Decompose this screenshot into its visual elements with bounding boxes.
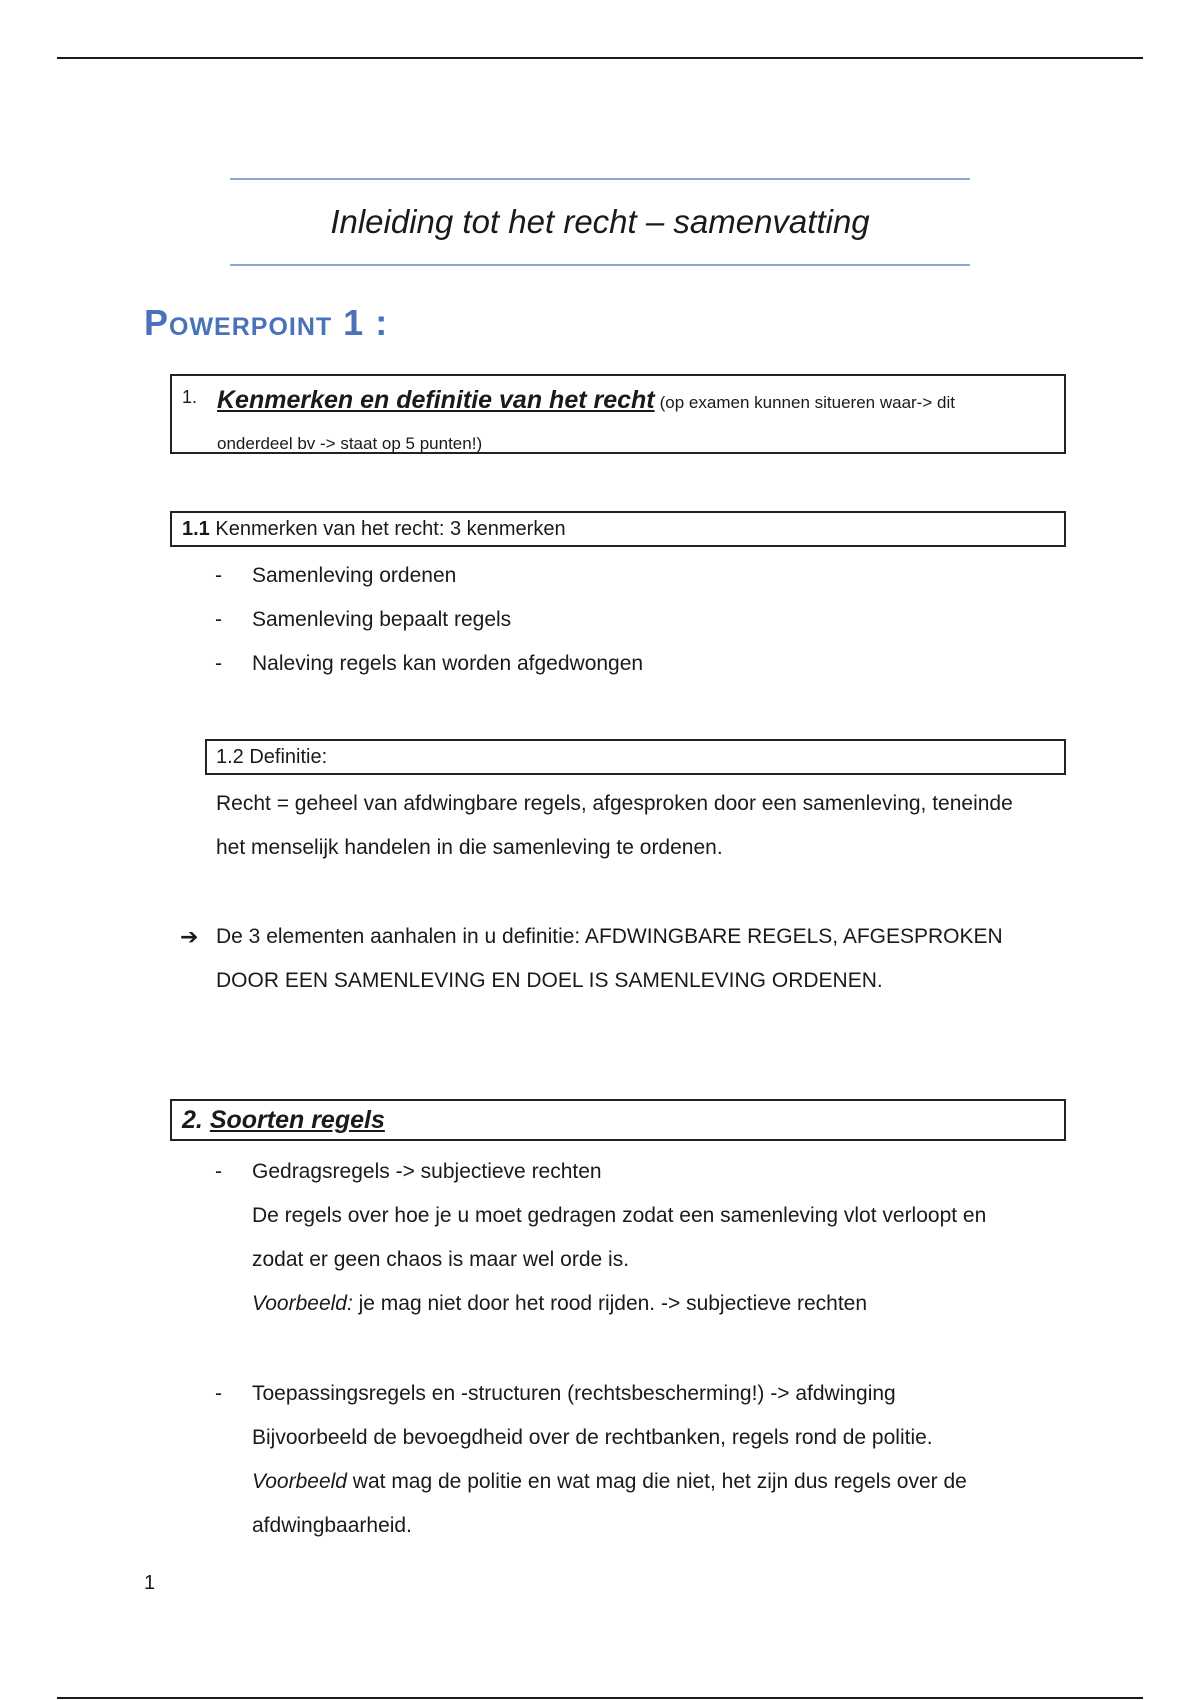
- section-1-text: [217, 380, 1044, 464]
- section-1-note-line2: onderdeel bv -> staat op 5 punten!): [217, 434, 483, 453]
- gedragsregels-text: [252, 1150, 1072, 1326]
- title-top-line: [230, 178, 970, 180]
- section-2-box: [170, 1099, 1066, 1141]
- section-1-2-box: [205, 739, 1066, 775]
- bullet-dash: -: [215, 652, 222, 675]
- list-item: [215, 554, 643, 598]
- toepassingsregels-line-3: afdwingbaarheid.: [252, 1514, 412, 1537]
- section-2-number: 2.: [182, 1106, 203, 1134]
- list-item: [215, 598, 643, 642]
- toepassingsregels-text: [252, 1372, 1072, 1548]
- gedragsregels-title: Gedragsregels -> subjectieve rechten: [252, 1160, 602, 1183]
- arrow-note-line-2: DOOR EEN SAMENLEVING EN DOEL IS SAMENLEVING ORDENEN.: [216, 969, 883, 992]
- gedragsregels-line-1: De regels over hoe je u moet gedragen zodat een samenleving vlot verloopt en: [252, 1204, 987, 1227]
- toepassingsregels-example-text: wat mag de politie en wat mag die niet, het zijn dus regels over de: [346, 1470, 967, 1493]
- page-top-rule: [57, 57, 1143, 59]
- section-1-note-line1: (op examen kunnen situeren waar-> dit: [659, 393, 955, 412]
- section-1-1-box: [170, 511, 1066, 547]
- bullet-dash: -: [215, 564, 222, 587]
- section-1-heading: Kenmerken en definitie van het recht: [217, 386, 655, 414]
- section-1-1-number: 1.1: [182, 518, 210, 540]
- gedragsregels-example-label: Voorbeeld:: [252, 1292, 353, 1315]
- gedragsregels-example-text: je mag niet door het rood rijden. -> subjectieve rechten: [352, 1292, 868, 1315]
- heading-powerpoint-1: Powerpoint 1 :: [144, 302, 389, 343]
- bullet-dash: -: [215, 1160, 222, 1183]
- page-number: 1: [144, 1572, 156, 1594]
- arrow-right-icon: ➔: [180, 924, 199, 949]
- title-block: [230, 178, 970, 266]
- bullet-dash: -: [215, 608, 222, 631]
- section-1-number: 1.: [182, 387, 198, 407]
- page-bottom-rule: [57, 1697, 1143, 1699]
- toepassingsregels-title: Toepassingsregels en -structuren (rechtsbescherming!) -> afdwinging: [252, 1382, 896, 1405]
- document-title: Inleiding tot het recht – samenvatting: [330, 203, 870, 240]
- arrow-note-line-1: De 3 elementen aanhalen in u definitie: AFDWINGBARE REGELS, AFGESPROKEN: [216, 925, 1003, 948]
- section-1-box: [170, 374, 1066, 454]
- toepassingsregels-example-label: Voorbeeld: [252, 1470, 347, 1493]
- definition-paragraph: [216, 782, 1076, 870]
- arrow-note-text: [216, 915, 1056, 1003]
- definition-line-2: het menselijk handelen in die samenleving te ordenen.: [216, 836, 723, 859]
- list-item-text: Samenleving bepaalt regels: [252, 608, 512, 631]
- section-1-1-label: Kenmerken van het recht: 3 kenmerken: [215, 518, 566, 540]
- section-1-2-label: 1.2 Definitie:: [216, 746, 328, 768]
- title-bottom-line: [230, 264, 970, 266]
- gedragsregels-line-2: zodat er geen chaos is maar wel orde is.: [252, 1248, 630, 1271]
- section-2-heading: Soorten regels: [209, 1106, 385, 1134]
- toepassingsregels-line-1: Bijvoorbeeld de bevoegdheid over de rechtbanken, regels rond de politie.: [252, 1426, 933, 1449]
- definition-line-1: Recht = geheel van afdwingbare regels, afgesproken door een samenleving, teneinde: [216, 792, 1013, 815]
- list-item-text: Samenleving ordenen: [252, 564, 457, 587]
- list-item: [215, 642, 643, 686]
- bullet-dash: -: [215, 1382, 222, 1405]
- kenmerken-list: [215, 554, 643, 686]
- list-item-text: Naleving regels kan worden afgedwongen: [252, 652, 644, 675]
